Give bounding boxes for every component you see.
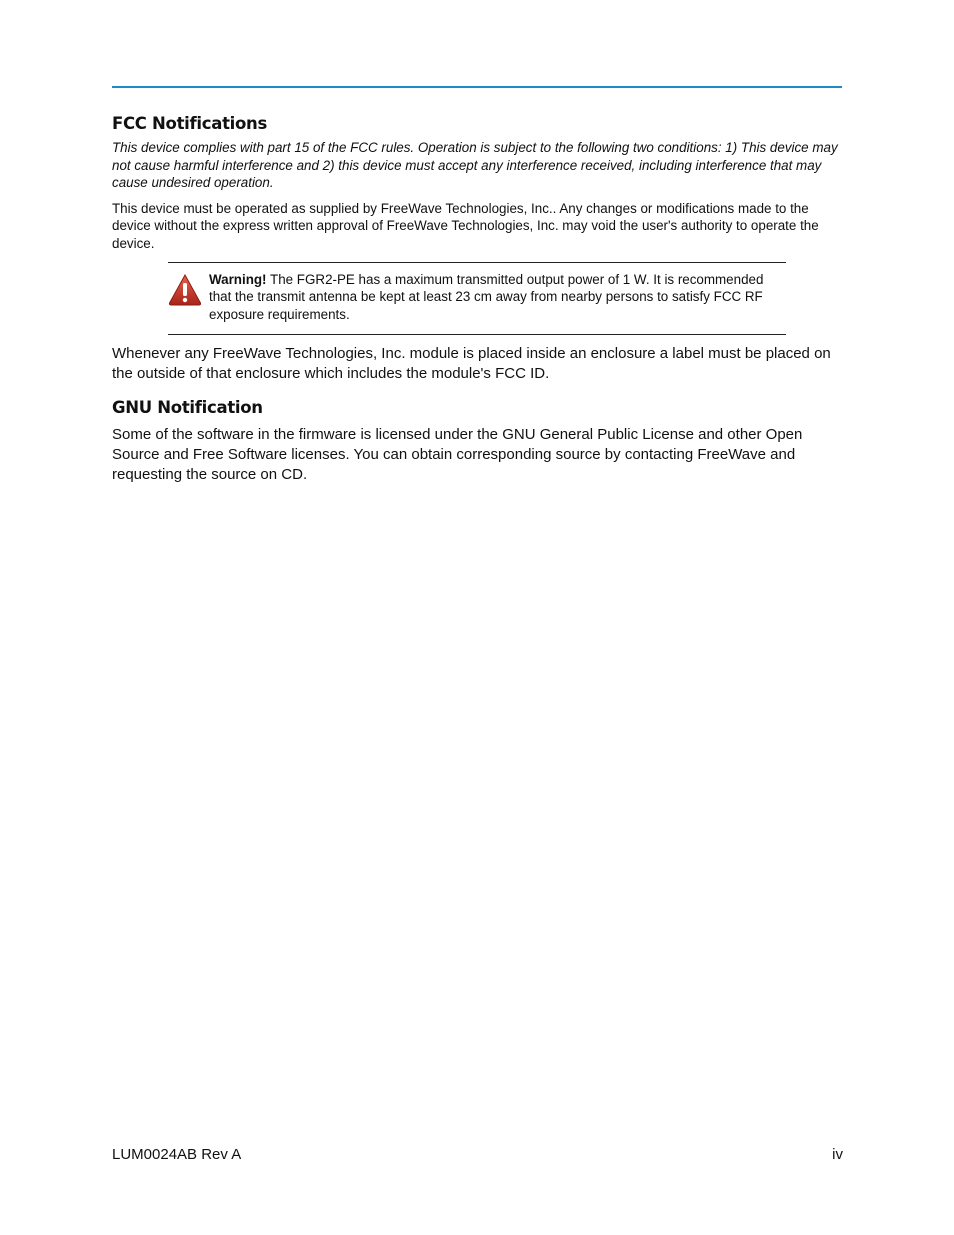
warning-label: Warning!: [209, 271, 267, 287]
fcc-heading: FCC Notifications: [112, 114, 268, 133]
gnu-text: Some of the software in the firmware is licensed under the GNU General Public License and other Open Source and Free Software licenses. You can obtain corresponding source by contacting FreeWave and requesting the source on CD.: [112, 426, 803, 483]
fcc-label-statement: Whenever any FreeWave Technologies, Inc. module is placed inside an enclosure a label must be placed on the outside of that enclosure which includes the module's FCC ID.: [112, 345, 831, 383]
footer-page-number: iv: [832, 1146, 843, 1163]
header-rule: [112, 86, 842, 88]
warning-text: [209, 271, 786, 324]
fcc-modification-statement: This device must be operated as supplied by FreeWave Technologies, Inc.. Any changes or modifications made to the device without the express written approval of FreeWave Technologies, Inc. may void the user's authority to operate the device.: [112, 200, 819, 251]
warning-body: The FGR2-PE has a maximum transmitted output power of 1 W. It is recommended that the transmit antenna be kept at least 23 cm away from nearby persons to satisfy FCC RF exposure requirements.: [209, 271, 764, 322]
page-content: [112, 113, 842, 484]
warning-triangle-icon: [168, 273, 202, 307]
gnu-heading: GNU Notification: [112, 398, 263, 418]
warning-callout: [168, 262, 786, 336]
fcc-compliance-statement: This device complies with part 15 of the FCC rules. Operation is subject to the following two conditions: 1) This device may not cause harmful interference and 2) this device must accept any interference received, including interference that may cause undesired operation.: [112, 140, 838, 191]
footer-doc-id: LUM0024AB Rev A: [112, 1146, 242, 1163]
